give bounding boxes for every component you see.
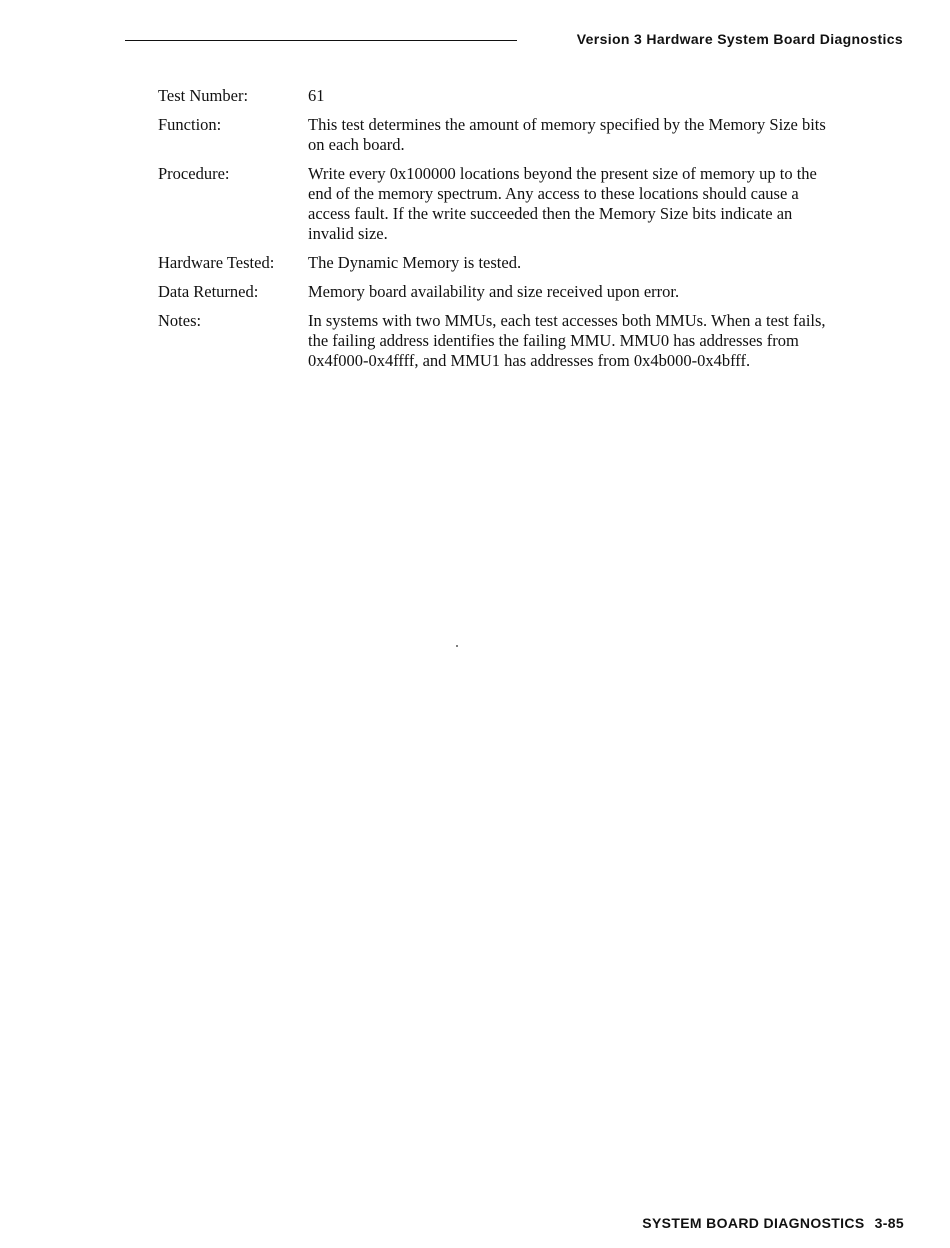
entry-notes xyxy=(158,311,898,371)
entry-value xyxy=(308,282,898,302)
entry-label: Hardware Tested: xyxy=(158,253,275,272)
running-header xyxy=(125,30,903,50)
page-number: 3-85 xyxy=(874,1215,904,1231)
scan-speck xyxy=(456,645,458,647)
footer-section-title: SYSTEM BOARD DIAGNOSTICS xyxy=(642,1215,865,1231)
entry-label: Notes: xyxy=(158,311,202,330)
entry-value-line: end of the memory spectrum. Any access to these locations should cause a xyxy=(308,184,799,203)
entry-value-line: 61 xyxy=(308,86,325,105)
entry-value-line: In systems with two MMUs, each test accesses both MMUs. When a test fails, xyxy=(308,311,826,330)
entry-value xyxy=(308,253,898,273)
page-footer xyxy=(642,1215,904,1231)
entry-value-line: The Dynamic Memory is tested. xyxy=(308,253,522,272)
entry-procedure xyxy=(158,164,898,244)
entry-value-line: invalid size. xyxy=(308,224,388,243)
entry-value xyxy=(308,311,898,371)
entry-function xyxy=(158,115,898,155)
entry-value-line: Write every 0x100000 locations beyond the present size of memory up to the xyxy=(308,164,817,183)
test-definition-list xyxy=(158,86,898,380)
entry-test-number xyxy=(158,86,898,106)
entry-label: Procedure: xyxy=(158,164,230,183)
entry-value xyxy=(308,164,898,244)
entry-value xyxy=(308,115,898,155)
entry-value-line: 0x4f000-0x4ffff, and MMU1 has addresses from 0x4b000-0x4bfff. xyxy=(308,351,751,370)
entry-hardware-tested xyxy=(158,253,898,273)
entry-label: Function: xyxy=(158,115,222,134)
entry-label: Data Returned: xyxy=(158,282,259,301)
header-title: Version 3 Hardware System Board Diagnostics xyxy=(576,31,903,47)
entry-label: Test Number: xyxy=(158,86,249,105)
entry-data-returned xyxy=(158,282,898,302)
entry-value xyxy=(308,86,898,106)
entry-value-line: on each board. xyxy=(308,135,405,154)
entry-value-line: Memory board availability and size received upon error. xyxy=(308,282,680,301)
entry-value-line: This test determines the amount of memory specified by the Memory Size bits xyxy=(308,115,826,134)
entry-value-line: the failing address identifies the failing MMU. MMU0 has addresses from xyxy=(308,331,799,350)
entry-value-line: access fault. If the write succeeded then the Memory Size bits indicate an xyxy=(308,204,793,223)
header-rule xyxy=(125,40,517,41)
